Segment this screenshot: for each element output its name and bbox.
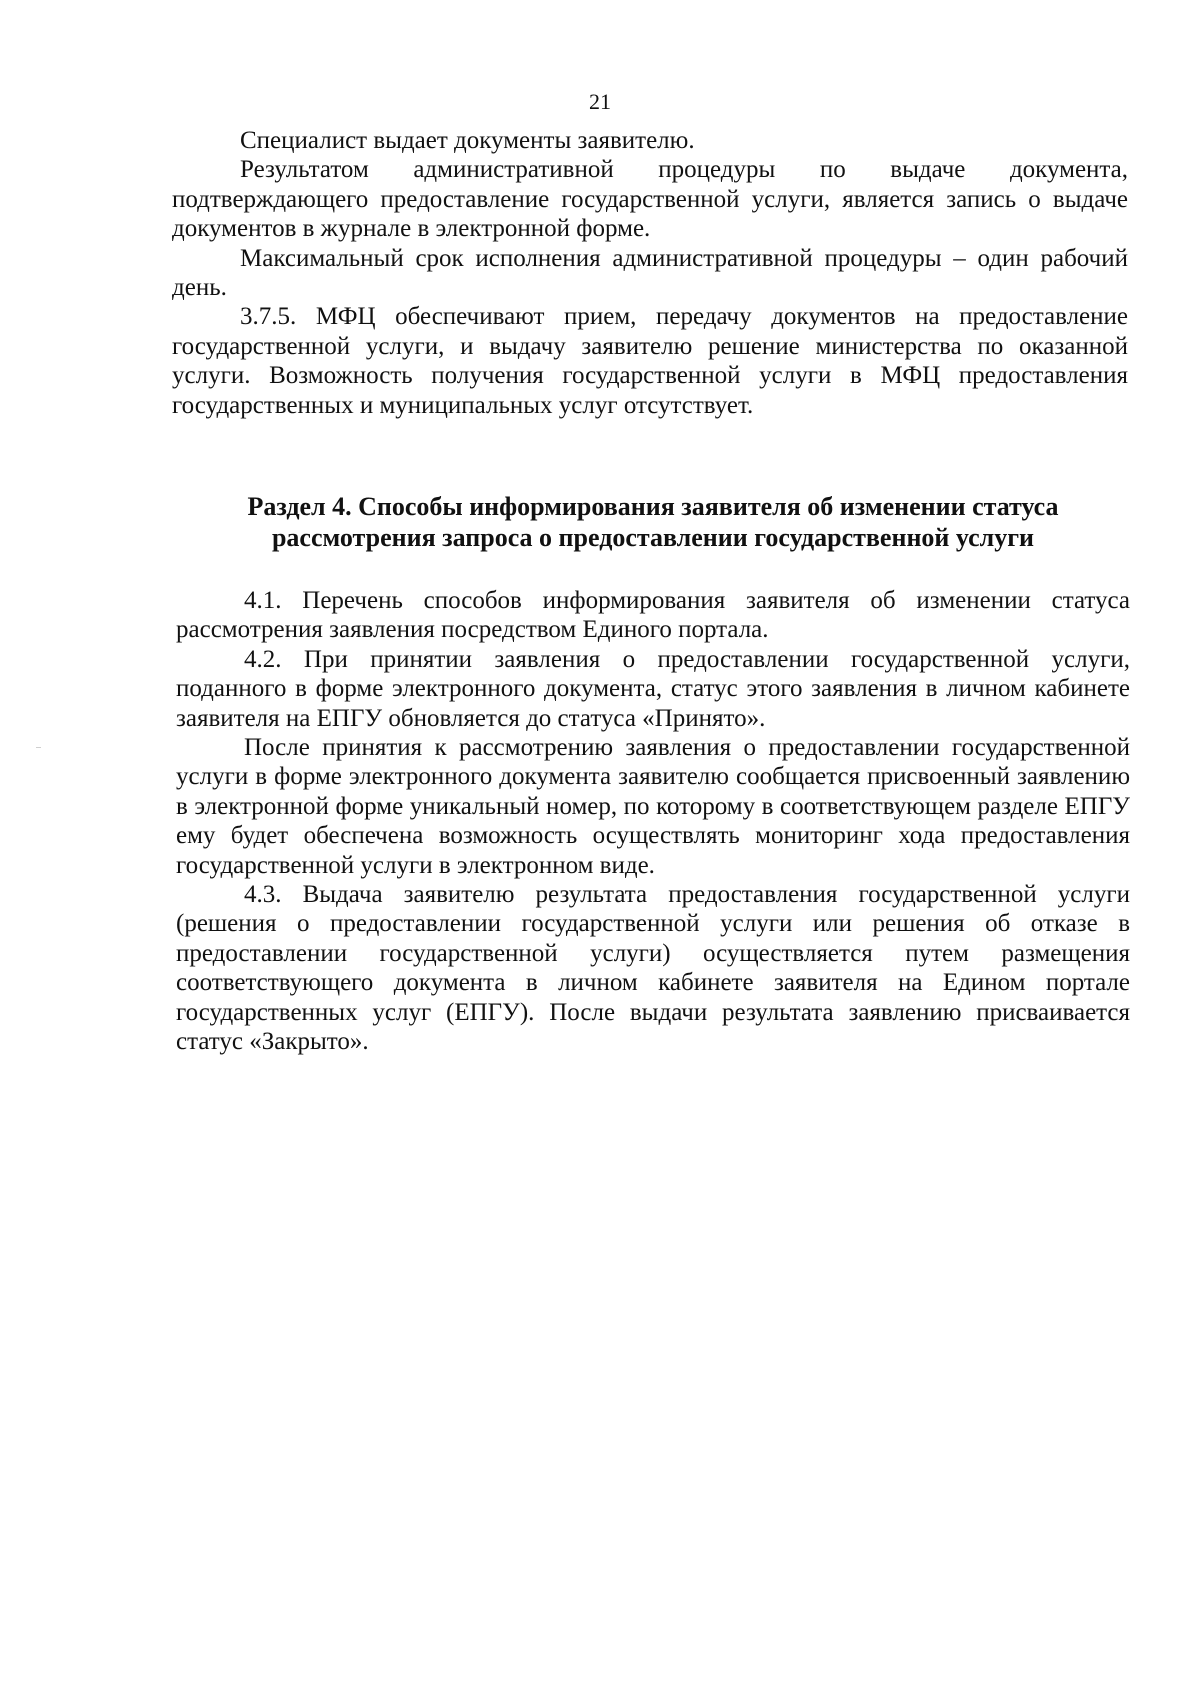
paragraph-4-1: 4.1. Перечень способов информирования заявителя об изменении статуса рассмотрения заявления посредством Единого портала. bbox=[176, 587, 1130, 644]
section-heading-line-2: рассмотрения запроса о предоставлении государственной услуги bbox=[271, 523, 1035, 552]
scan-margin-mark bbox=[36, 747, 41, 748]
paragraph-specialist-issues-documents: Специалист выдает документы заявителю. bbox=[240, 127, 695, 154]
intro-text-block bbox=[172, 126, 1128, 420]
section-heading bbox=[176, 491, 1130, 553]
paragraph-3-7-5: 3.7.5. МФЦ обеспечивают прием, передачу документов на предоставление государственной услуги, и выдачу заявителю решение министерства по оказанной услуги. Возможность получения государственной услуги в МФЦ предоставления государственных и муниципальных услуг отсутствует. bbox=[172, 303, 1128, 419]
paragraph-after-acceptance: После принятия к рассмотрению заявления о предоставлении государственной услуги в форме электронного документа заявителю сообщается присвоенный заявлению в электронной форме уникальный номер, по которому в соответствующем разделе ЕПГУ ему будет обеспечена возможность осуществлять мониторинг хода предоставления государственной услуги в электронном виде. bbox=[176, 734, 1130, 879]
page-number: 21 bbox=[589, 89, 611, 114]
paragraph-maximum-term: Максимальный срок исполнения административной процедуры – один рабочий день. bbox=[172, 244, 1128, 302]
paragraph-4-3: 4.3. Выдача заявителю результата предоставления государственной услуги (решения о предоставлении государственной услуги или решения об отказе в предоставлении государственной услуги) осуществляется путем размещения соответствующего документа в личном кабинете заявителя на Едином портале государственных услуг (ЕПГУ). После выдачи результата заявлению присваивается статус «Закрыто». bbox=[176, 881, 1130, 1056]
section-heading-line-1: Раздел 4. Способы информирования заявителя об изменении статуса bbox=[247, 492, 1059, 521]
section-4-text-block bbox=[176, 586, 1130, 1057]
paragraph-4-2: 4.2. При принятии заявления о предоставлении государственной услуги, поданного в форме электронного документа, статус этого заявления в личном кабинете заявителя на ЕПГУ обновляется до статуса «Принято». bbox=[176, 645, 1130, 732]
paragraph-procedure-result: Результатом административной процедуры по выдаче документа, подтверждающего предоставление государственной услуги, является запись о выдаче документов в журнале в электронной форме. bbox=[172, 156, 1128, 243]
